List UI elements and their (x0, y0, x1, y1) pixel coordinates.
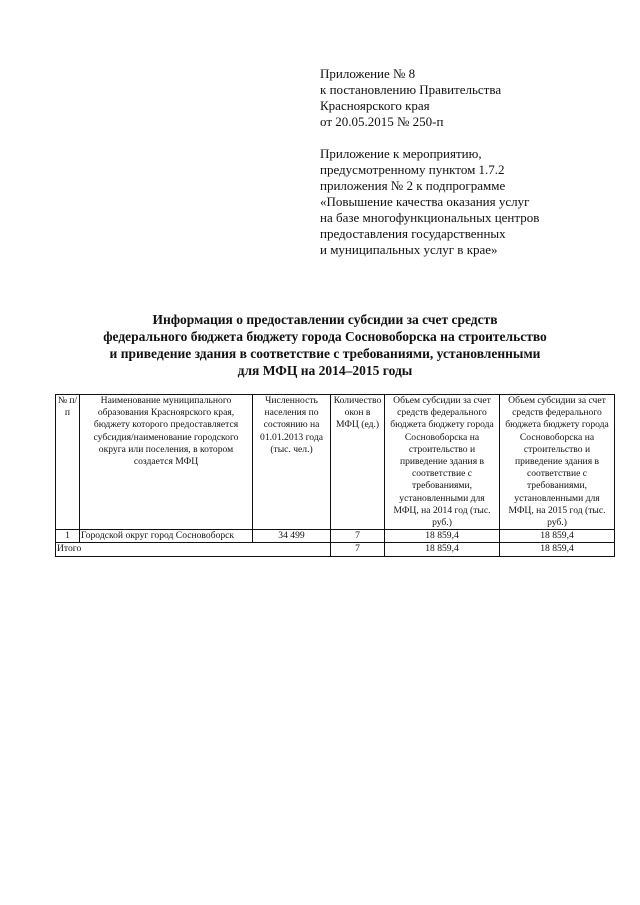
table-row (56, 530, 615, 543)
column-header-number: № п/п (56, 395, 80, 530)
windows-value: 7 (331, 530, 385, 543)
total-subsidy-2014: 18 859,4 (385, 543, 500, 556)
subsidy-table (55, 394, 615, 557)
title-line: Информация о предоставлении субсидии за счет средств (152, 312, 498, 327)
table-header-row (56, 395, 615, 530)
document-title (60, 311, 590, 379)
measure-line: Приложение к мероприятию, (320, 146, 482, 161)
column-header-subsidy-2015: Объем субсидии за счет средств федерального бюджета бюджету города Сосновоборска на строительство и приведение здания в соответствие с требованиями, установленными для МФЦ, на 2015 год (тыс. руб.) (500, 395, 615, 530)
appendix-line: Красноярского края (320, 98, 430, 113)
title-line: федерального бюджета бюджету города Сосновоборска на строительство (103, 329, 547, 344)
appendix-line: от 20.05.2015 № 250-п (320, 114, 444, 129)
column-header-windows: Количество окон в МФЦ (ед.) (331, 395, 385, 530)
total-subsidy-2015: 18 859,4 (500, 543, 615, 556)
population-value: 34 499 (253, 530, 331, 543)
title-line: для МФЦ на 2014–2015 годы (237, 363, 413, 378)
column-header-subsidy-2014: Объем субсидии за счет средств федерального бюджета бюджету города Сосновоборска на строительство и приведение здания в соответствие с требованиями, установленными для МФЦ, на 2014 год (тыс. руб.) (385, 395, 500, 530)
row-number: 1 (56, 530, 80, 543)
measure-line: предоставления государственных (320, 226, 506, 241)
appendix-header (320, 66, 620, 258)
total-windows: 7 (331, 543, 385, 556)
column-header-population: Численность населения по состоянию на 01.01.2013 года (тыс. чел.) (253, 395, 331, 530)
total-row (56, 543, 615, 556)
subsidy-2014-value: 18 859,4 (385, 530, 500, 543)
measure-line: на базе многофункциональных центров (320, 210, 540, 225)
measure-line: и муниципальных услуг в крае» (320, 242, 498, 257)
measure-line: «Повышение качества оказания услуг (320, 194, 530, 209)
title-line: и приведение здания в соответствие с требованиями, установленными (109, 346, 541, 361)
municipality-name: Городской округ город Сосновоборск (80, 530, 253, 543)
spacer (320, 130, 620, 146)
subsidy-2015-value: 18 859,4 (500, 530, 615, 543)
measure-line: предусмотренному пунктом 1.7.2 (320, 162, 505, 177)
appendix-line: к постановлению Правительства (320, 82, 502, 97)
measure-line: приложения № 2 к подпрограмме (320, 178, 506, 193)
column-header-municipality: Наименование муниципального образования Красноярского края, бюджету которого предоставляется субсидия/наименование городского округа или поселения, в котором создается МФЦ (80, 395, 253, 530)
total-label: Итого (56, 543, 331, 556)
appendix-line: Приложение № 8 (320, 66, 416, 81)
